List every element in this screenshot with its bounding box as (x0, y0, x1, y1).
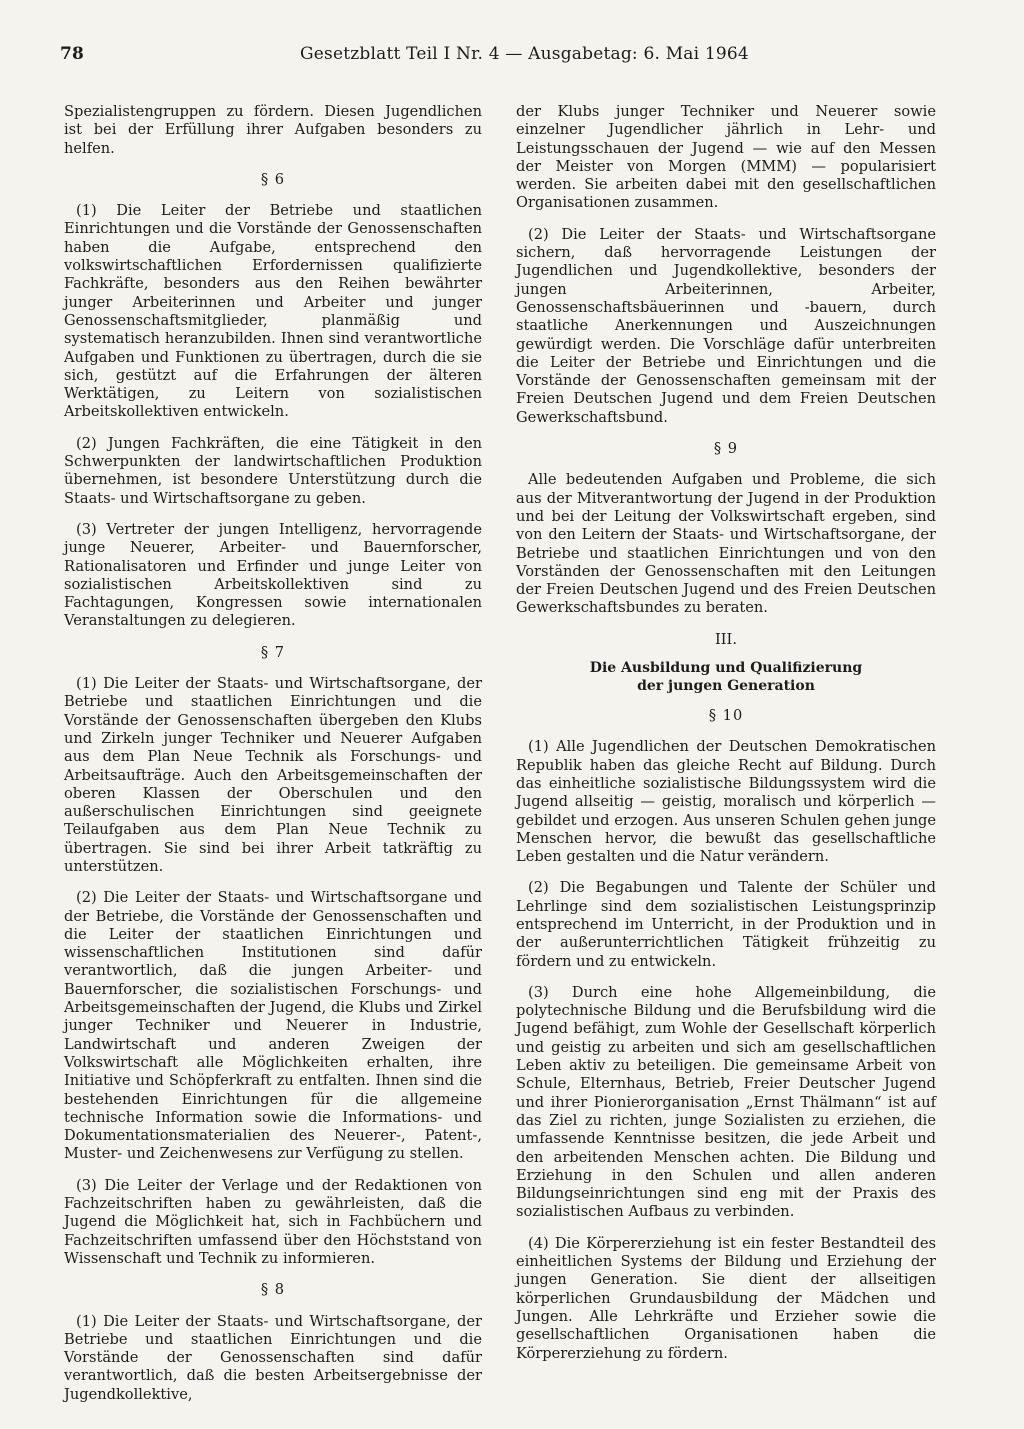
paragraph: (4) Die Körpererziehung ist ein fester Bestandteil des einheitlichen Systems der Bildung und Erziehung der jungen Generation. Sie dient der allseitigen körperlichen Grundausbildung der Mädchen und Jungen. Alle Lehrkräfte und Erzieher sowie die gesellschaftlichen Organisationen haben die Körpererziehung zu fördern. (516, 1234, 936, 1362)
paragraph: (3) Durch eine hohe Allgemeinbildung, die polytechnische Bildung und die Berufsbildung wird die Jugend befähigt, zum Wohle der Gesellschaft körperlich und geistig zu arbeiten und sich am gesellschaftlichen Leben aktiv zu beteiligen. Die gemeinsame Arbeit von Schule, Elternhaus, Betrieb, Freier Deutscher Jugend und ihrer Pionierorganisation „Ernst Thälmann“ ist auf das Ziel zu richten, junge Sozialisten zu erziehen, die umfassende Kenntnisse besitzen, die jede Arbeit und den arbeitenden Menschen achten. Die Bildung und Erziehung in den Schulen und allen anderen Bildungseinrichtungen sind eng mit der Praxis des sozialistischen Aufbaus zu verbinden. (516, 983, 936, 1221)
chapter-title (516, 659, 936, 695)
paragraph: (2) Die Leiter der Staats- und Wirtschaftsorgane sichern, daß hervorragende Leistungen der Jugendlichen und Jugendkollektive, besonders der jungen Arbeiterinnen, Arbeiter, Genossenschaftsbäuerinnen und -bauern, durch staatliche Anerkennungen und Auszeichnungen gewürdigt werden. Die Vorschläge dafür unterbreiten die Leiter der Betriebe und Einrichtungen und die Vorstände der Genossenschaften gemeinsam mit der Freien Deutschen Jugend und dem Freien Deutschen Gewerkschaftsbund. (516, 225, 936, 426)
header-title: Gesetzblatt Teil I Nr. 4 — Ausgabetag: 6. Mai 1964 (300, 44, 749, 64)
section-heading-10: § 10 (708, 707, 744, 725)
paragraph: (1) Alle Jugendlichen der Deutschen Demokratischen Republik haben das gleiche Recht auf Bildung. Durch das einheitliche sozialistische Bildungssystem wird die Jugend allseitig — geistig, moralisch und körperlich — gebildet und erzogen. Aus unseren Schulen gehen junge Menschen hervor, die bewußt das gesellschaftliche Leben gestalten und die Natur verändern. (516, 738, 936, 866)
chapter-number: III. (715, 630, 737, 648)
paragraph: (1) Die Leiter der Staats- und Wirtschaftsorgane, der Betriebe und staatlichen Einrichtungen und die Vorstände der Genossenschaften übergeben den Klubs und Zirkeln junger Techniker und Neuerer Aufgaben aus dem Plan Neue Technik als Forschungs- und Arbeitsaufträge. Auch den Arbeitsgemeinschaften der oberen Klassen der Oberschulen und den außerschulischen Einrichtungen sind geeignete Teilaufgaben aus dem Plan Neue Technik zu übertragen. Sie sind bei ihrer Arbeit tatkräftig zu unterstützen. (64, 675, 482, 875)
section-heading-8: § 8 (260, 1281, 286, 1299)
paragraph: Alle bedeutenden Aufgaben und Probleme, die sich aus der Mitverantwortung der Jugend in der Produktion und bei der Leitung der Volkswirtschaft ergeben, sind von den Leitern der Staats- und Wirtschaftsorgane, der Betriebe und staatlichen Einrichtungen und von den Vorständen der Genossenschaften mit den Leitungen der Freien Deutschen Jugend und des Freien Deutschen Gewerkschaftsbundes zu beraten. (516, 471, 936, 617)
chapter-title-line: der jungen Generation (637, 678, 815, 695)
page-number: 78 (60, 44, 85, 64)
paragraph: (3) Die Leiter der Verlage und der Redaktionen von Fachzeitschriften haben zu gewährleisten, daß die Jugend die Möglichkeit hat, sich in Fachbüchern und Fachzeitschriften umfassend über den Höchststand von Wissenschaft und Technik zu informieren. (64, 1176, 482, 1267)
paragraph: (1) Die Leiter der Staats- und Wirtschaftsorgane, der Betriebe und staatlichen Einrichtungen und die Vorstände der Genossenschaften sind dafür verantwortlich, daß die besten Arbeitsergebnisse der Jugendkollektive, (64, 1312, 482, 1403)
left-column (64, 103, 482, 1417)
page-header (60, 44, 749, 74)
section-heading-7: § 7 (260, 643, 286, 661)
paragraph: (2) Die Leiter der Staats- und Wirtschaftsorgane und der Betriebe, die Vorstände der Genossenschaften und die Leiter der staatlichen Einrichtungen und wissenschaftlichen Institutionen sind dafür verantwortlich, daß die jungen Arbeiter- und Bauernforscher, die sozialistischen Forschungs- und Arbeitsgemeinschaften der Jugend, die Klubs und Zirkel junger Techniker und Neuerer in Industrie, Landwirtschaft und anderen Zweigen der Volkswirtschaft alle Möglichkeiten erhalten, ihre Initiative und Schöpferkraft zu entfalten. Ihnen sind die bestehenden Einrichtungen für die allgemeine technische Information sowie die Informations- und Dokumentationsmaterialien des Neuerer-, Patent-, Muster- und Zeichenwesens zur Verfügung zu stellen. (64, 889, 482, 1163)
chapter-title-line: Die Ausbildung und Qualifizierung (589, 660, 863, 677)
right-column (516, 103, 936, 1376)
paragraph: (3) Vertreter der jungen Intelligenz, hervorragende junge Neuerer, Arbeiter- und Bauernforscher, Rationalisatoren und Erfinder und junge Leiter von sozialistischen Arbeitskollektiven sind zu Fachtagungen, Kongressen sowie internationalen Veranstaltungen zu delegieren. (64, 520, 482, 630)
paragraph: Spezialistengruppen zu fördern. Diesen Jugendlichen ist bei der Erfüllung ihrer Aufgaben besonders zu helfen. (64, 103, 482, 157)
paragraph: (2) Jungen Fachkräften, die eine Tätigkeit in den Schwerpunkten der landwirtschaftlichen Produktion übernehmen, ist besondere Unterstützung durch die Staats- und Wirtschaftsorgane zu geben. (64, 434, 482, 507)
section-heading-9: § 9 (713, 440, 739, 458)
section-heading-6: § 6 (260, 170, 286, 188)
paragraph: (2) Die Begabungen und Talente der Schüler und Lehrlinge sind dem sozialistischen Leistungsprinzip entsprechend im Unterricht, in der Produktion und in der außerunterrichtlichen Tätigkeit frühzeitig zu fördern und zu entwickeln. (516, 879, 936, 970)
paragraph: (1) Die Leiter der Betriebe und staatlichen Einrichtungen und die Vorstände der Genossenschaften haben die Aufgabe, entsprechend den volkswirtschaftlichen Erfordernissen qualifizierte Fachkräfte, besonders aus den Reihen bewährter junger Arbeiterinnen und Arbeiter und junger Genossenschaftsmitglieder, planmäßig und systematisch heranzubilden. Ihnen sind verantwortliche Aufgaben und Funktionen zu übertragen, durch die sie sich, gestützt auf die Erfahrungen der älteren Werktätigen, zu Leitern von sozialistischen Arbeitskollektiven entwickeln. (64, 202, 482, 421)
paragraph: der Klubs junger Techniker und Neuerer sowie einzelner Jugendlicher jährlich in Lehr- und Leistungsschauen der Jugend — wie auf den Messen der Meister von Morgen (MMM) — popularisiert werden. Sie arbeiten dabei mit den gesellschaftlichen Organisationen zusammen. (516, 103, 936, 212)
